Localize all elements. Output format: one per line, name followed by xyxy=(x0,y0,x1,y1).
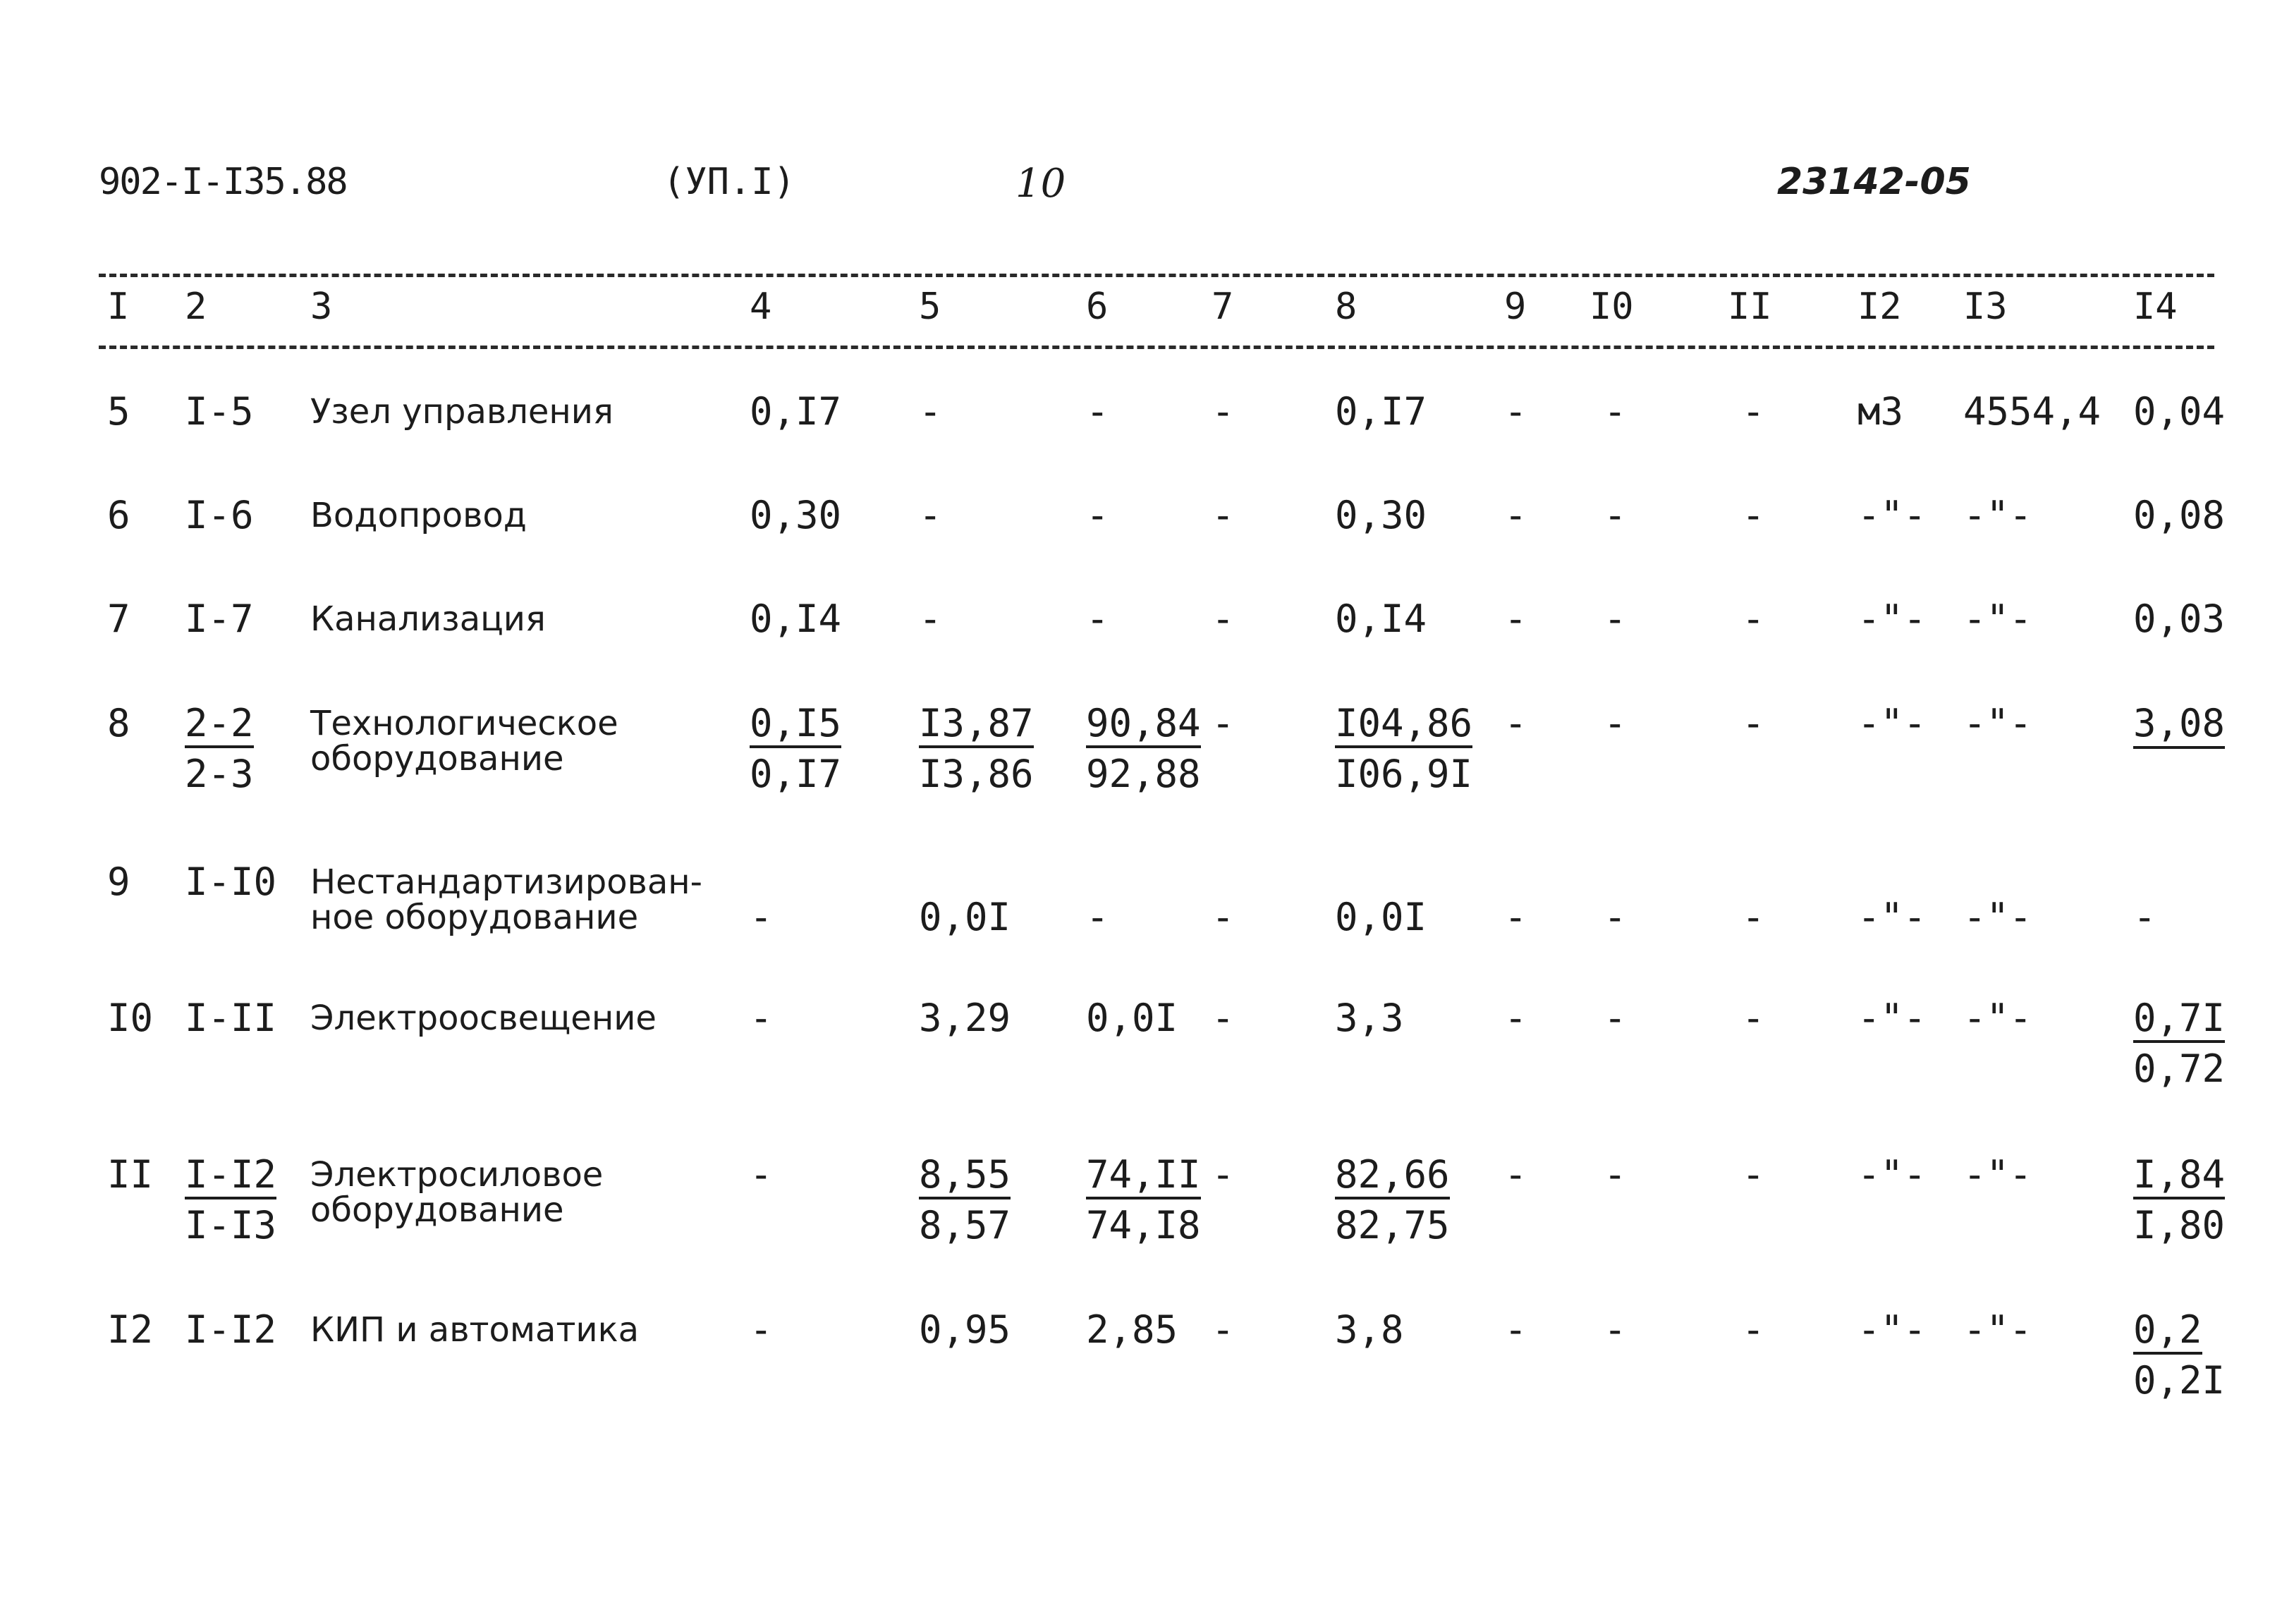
cell-col-4-numerator: 0,I5 xyxy=(750,702,841,748)
cell-col-14 xyxy=(2133,993,2225,1094)
cell-col-7: - xyxy=(1212,1307,1235,1352)
cell-col-6: - xyxy=(1086,389,1109,434)
column-header-8: 8 xyxy=(1335,286,1357,328)
cell-col-6-numerator: 74,II xyxy=(1086,1153,1201,1199)
cell-col-13: -"- xyxy=(1963,895,2032,939)
row-ref xyxy=(185,698,254,800)
cell-col-7: - xyxy=(1212,493,1235,537)
cell-col-11: - xyxy=(1742,493,1765,537)
cell-col-5-denominator: I3,86 xyxy=(919,752,1034,796)
page-number: 10 xyxy=(1015,161,1066,207)
cell-col-13: -"- xyxy=(1963,996,2032,1040)
column-header-3: 3 xyxy=(310,286,333,328)
cell-col-5: 0,0I xyxy=(919,895,1011,939)
cell-col-11: - xyxy=(1742,701,1765,745)
row-number: I2 xyxy=(107,1307,154,1352)
cell-col-10: - xyxy=(1604,996,1627,1040)
cell-col-8: 0,I4 xyxy=(1335,597,1427,641)
cell-col-4: - xyxy=(750,996,773,1040)
cell-col-9: - xyxy=(1504,1307,1527,1352)
cell-col-8: 3,3 xyxy=(1335,996,1404,1040)
column-header-9: 9 xyxy=(1504,286,1527,328)
cell-col-9: - xyxy=(1504,389,1527,434)
row-ref-numerator: 2-2 xyxy=(185,702,254,748)
cell-col-13: -"- xyxy=(1963,1307,2032,1352)
cell-col-13: -"- xyxy=(1963,701,2032,745)
cell-col-12: -"- xyxy=(1857,1152,1927,1197)
cell-col-4: - xyxy=(750,1307,773,1352)
cell-col-10: - xyxy=(1604,389,1627,434)
row-ref: I-I0 xyxy=(185,860,277,904)
cell-col-7: - xyxy=(1212,701,1235,745)
row-number: 5 xyxy=(107,389,130,434)
cell-col-8: 3,8 xyxy=(1335,1307,1404,1352)
row-ref: I-7 xyxy=(185,597,254,641)
row-name-line1: Канализация xyxy=(310,599,546,639)
section-code: (УП.I) xyxy=(663,161,795,203)
cell-col-6: 2,85 xyxy=(1086,1307,1178,1352)
cell-col-8: 0,30 xyxy=(1335,493,1427,537)
column-header-10: I0 xyxy=(1590,286,1634,328)
cell-col-6 xyxy=(1086,698,1201,800)
cell-col-4: 0,I4 xyxy=(750,597,842,641)
column-header-13: I3 xyxy=(1963,286,2008,328)
row-number: II xyxy=(107,1152,154,1197)
header-rule-bottom xyxy=(99,346,2214,349)
cell-col-5: - xyxy=(919,389,942,434)
cell-col-10: - xyxy=(1604,895,1627,939)
cell-col-4: 0,I7 xyxy=(750,389,842,434)
column-header-11: II xyxy=(1728,286,1772,328)
row-number: 9 xyxy=(107,860,130,904)
cell-col-7: - xyxy=(1212,996,1235,1040)
cell-col-14-denominator: I,80 xyxy=(2133,1203,2226,1247)
cell-col-4: - xyxy=(750,1152,773,1197)
cell-col-8: 0,I7 xyxy=(1335,389,1427,434)
cell-col-6-denominator: 92,88 xyxy=(1086,752,1201,796)
column-header-12: I2 xyxy=(1857,286,1902,328)
cell-col-4: 0,30 xyxy=(750,493,842,537)
cell-col-4: - xyxy=(750,895,773,939)
cell-col-9: - xyxy=(1504,895,1527,939)
cell-col-5 xyxy=(919,698,1034,800)
row-ref xyxy=(185,1149,276,1251)
cell-col-10: - xyxy=(1604,1152,1627,1197)
column-header-7: 7 xyxy=(1212,286,1234,328)
cell-col-4 xyxy=(750,698,841,800)
cell-col-5-numerator: I3,87 xyxy=(919,702,1034,748)
cell-col-12: м3 xyxy=(1857,389,1904,434)
row-ref: I-5 xyxy=(185,389,254,434)
cell-col-14-denominator: 0,2I xyxy=(2133,1358,2226,1403)
cell-col-7: - xyxy=(1212,1152,1235,1197)
cell-col-14-numerator: I,84 xyxy=(2133,1153,2225,1199)
cell-col-5-denominator: 8,57 xyxy=(919,1203,1011,1247)
row-ref-denominator: I-I3 xyxy=(185,1203,277,1247)
cell-col-13: 4554,4 xyxy=(1963,389,2101,434)
cell-col-8-numerator: 82,66 xyxy=(1335,1153,1450,1199)
cell-col-12: -"- xyxy=(1857,1307,1927,1352)
cell-col-6: 0,0I xyxy=(1086,996,1178,1040)
row-number: I0 xyxy=(107,996,154,1040)
row-ref: I-6 xyxy=(185,493,254,537)
registration-number: 23142-05 xyxy=(1777,161,1971,203)
cell-col-8-numerator: I04,86 xyxy=(1335,702,1472,748)
cell-col-10: - xyxy=(1604,1307,1627,1352)
cell-col-11: - xyxy=(1742,389,1765,434)
cell-col-8: 0,0I xyxy=(1335,895,1427,939)
cell-col-9: - xyxy=(1504,493,1527,537)
cell-col-6-numerator: 90,84 xyxy=(1086,702,1201,748)
column-header-14: I4 xyxy=(2133,286,2178,328)
document-code: 902-I-I35.88 xyxy=(99,161,347,203)
cell-col-5-numerator: 8,55 xyxy=(919,1153,1011,1199)
row-name-line1: Водопровод xyxy=(310,496,527,535)
cell-col-8-denominator: 82,75 xyxy=(1335,1203,1450,1247)
row-name-line1: Электроосвещение xyxy=(310,999,657,1038)
column-header-5: 5 xyxy=(919,286,941,328)
cell-col-9: - xyxy=(1504,597,1527,641)
cell-col-9: - xyxy=(1504,701,1527,745)
cell-col-12: -"- xyxy=(1857,701,1927,745)
cell-col-14: 0,03 xyxy=(2133,597,2226,641)
row-name-line1: Технологическое xyxy=(310,704,618,743)
cell-col-12: -"- xyxy=(1857,996,1927,1040)
cell-col-4-denominator: 0,I7 xyxy=(750,752,842,796)
cell-col-11: - xyxy=(1742,1152,1765,1197)
row-ref-numerator: I-I2 xyxy=(185,1153,276,1199)
cell-col-12: -"- xyxy=(1857,597,1927,641)
cell-col-14: - xyxy=(2133,895,2156,939)
cell-col-12: -"- xyxy=(1857,493,1927,537)
row-name-line1: Узел управления xyxy=(310,392,614,432)
cell-col-7: - xyxy=(1212,895,1235,939)
cell-col-5: - xyxy=(919,597,942,641)
cell-col-6: - xyxy=(1086,597,1109,641)
row-ref: I-I2 xyxy=(185,1307,277,1352)
cell-col-8-denominator: I06,9I xyxy=(1335,752,1473,796)
row-number: 6 xyxy=(107,493,130,537)
cell-col-8 xyxy=(1335,1149,1450,1251)
column-header-2: 2 xyxy=(185,286,207,328)
row-name-line2: ное оборудование xyxy=(310,898,639,937)
cell-col-6: - xyxy=(1086,895,1109,939)
cell-col-14 xyxy=(2133,1305,2225,1406)
row-number: 7 xyxy=(107,597,130,641)
row-name-line2: оборудование xyxy=(310,1190,564,1230)
cell-col-11: - xyxy=(1742,1307,1765,1352)
cell-col-5: 0,95 xyxy=(919,1307,1011,1352)
cell-col-9: - xyxy=(1504,996,1527,1040)
cell-col-11: - xyxy=(1742,895,1765,939)
cell-col-6 xyxy=(1086,1149,1201,1251)
cell-col-11: - xyxy=(1742,597,1765,641)
column-header-4: 4 xyxy=(750,286,772,328)
header-rule-top xyxy=(99,274,2214,277)
column-header-6: 6 xyxy=(1086,286,1109,328)
row-name-line1: КИП и автоматика xyxy=(310,1310,640,1350)
cell-col-8 xyxy=(1335,698,1472,800)
cell-col-14 xyxy=(2133,698,2225,749)
cell-col-5 xyxy=(919,1149,1011,1251)
cell-col-14 xyxy=(2133,1149,2225,1251)
cell-col-14-value: 3,08 xyxy=(2133,701,2225,749)
row-ref: I-II xyxy=(185,996,277,1040)
cell-col-10: - xyxy=(1604,701,1627,745)
cell-col-14-denominator: 0,72 xyxy=(2133,1046,2226,1091)
cell-col-14-numerator: 0,2 xyxy=(2133,1308,2202,1355)
cell-col-12: -"- xyxy=(1857,895,1927,939)
cell-col-7: - xyxy=(1212,597,1235,641)
cell-col-10: - xyxy=(1604,493,1627,537)
cell-col-14: 0,04 xyxy=(2133,389,2226,434)
row-ref-denominator: 2-3 xyxy=(185,752,254,796)
cell-col-14: 0,08 xyxy=(2133,493,2226,537)
cell-col-13: -"- xyxy=(1963,597,2032,641)
cell-col-7: - xyxy=(1212,389,1235,434)
row-name-line1: Нестандартизирован- xyxy=(310,862,702,902)
cell-col-6: - xyxy=(1086,493,1109,537)
cell-col-13: -"- xyxy=(1963,1152,2032,1197)
cell-col-11: - xyxy=(1742,996,1765,1040)
cell-col-14-numerator: 0,7I xyxy=(2133,996,2225,1043)
cell-col-13: -"- xyxy=(1963,493,2032,537)
cell-col-6-denominator: 74,I8 xyxy=(1086,1203,1201,1247)
row-name-line1: Электросиловое xyxy=(310,1155,604,1195)
cell-col-10: - xyxy=(1604,597,1627,641)
row-name-line2: оборудование xyxy=(310,739,564,779)
column-header-1: I xyxy=(107,286,130,328)
cell-col-9: - xyxy=(1504,1152,1527,1197)
cell-col-5: 3,29 xyxy=(919,996,1011,1040)
row-number: 8 xyxy=(107,701,130,745)
cell-col-5: - xyxy=(919,493,942,537)
